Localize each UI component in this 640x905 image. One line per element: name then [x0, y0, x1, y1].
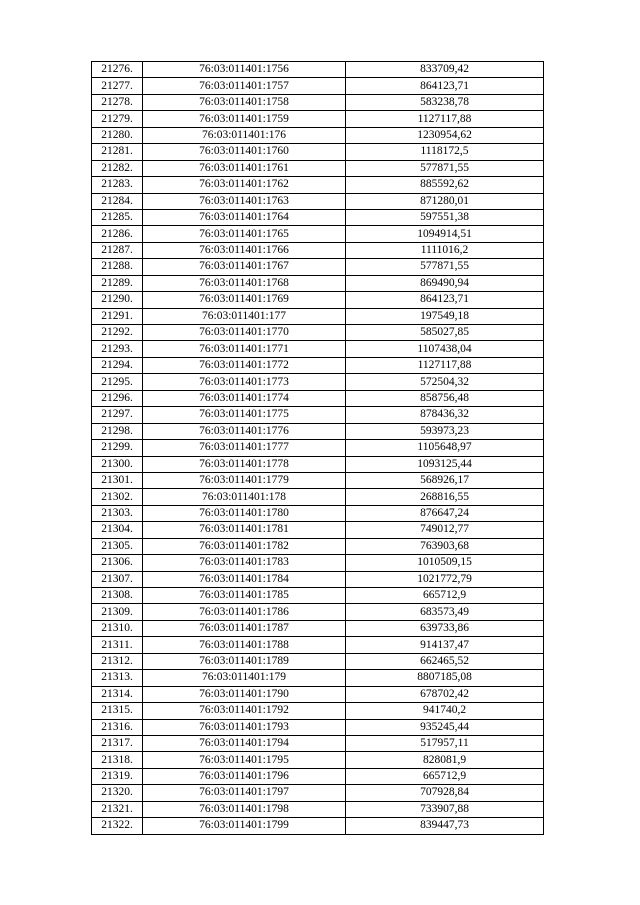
cadastral-number-cell: 76:03:011401:1797: [143, 785, 346, 801]
cadastral-value-cell: 707928,84: [346, 785, 544, 801]
cadastral-value-cell: 828081,9: [346, 752, 544, 768]
row-number-cell: 21289.: [92, 275, 143, 291]
table-row: [92, 259, 544, 275]
table-row: [92, 341, 544, 357]
table-row: [92, 440, 544, 456]
cadastral-value-cell: 833709,42: [346, 62, 544, 78]
row-number-cell: 21297.: [92, 407, 143, 423]
row-number-cell: 21291.: [92, 308, 143, 324]
row-number-cell: 21310.: [92, 620, 143, 636]
cadastral-value-cell: 683573,49: [346, 604, 544, 620]
table-row: [92, 719, 544, 735]
cadastral-value-cell: 869490,94: [346, 275, 544, 291]
cadastral-value-cell: 839447,73: [346, 818, 544, 834]
cadastral-value-cell: 577871,55: [346, 259, 544, 275]
table-row: [92, 209, 544, 225]
cadastral-value-cell: 876647,24: [346, 505, 544, 521]
cadastral-number-cell: 76:03:011401:1793: [143, 719, 346, 735]
table-row: [92, 785, 544, 801]
cadastral-value-cell: 1094914,51: [346, 226, 544, 242]
table-row: [92, 670, 544, 686]
row-number-cell: 21311.: [92, 637, 143, 653]
cadastral-number-cell: 76:03:011401:1765: [143, 226, 346, 242]
row-number-cell: 21278.: [92, 94, 143, 110]
cadastral-number-cell: 76:03:011401:1761: [143, 160, 346, 176]
cadastral-value-cell: 871280,01: [346, 193, 544, 209]
cadastral-number-cell: 76:03:011401:1796: [143, 768, 346, 784]
table-row: [92, 308, 544, 324]
table-row: [92, 637, 544, 653]
cadastral-value-cell: 914137,47: [346, 637, 544, 653]
table-row: [92, 193, 544, 209]
row-number-cell: 21302.: [92, 489, 143, 505]
cadastral-value-cell: 1127117,88: [346, 357, 544, 373]
table-row: [92, 538, 544, 554]
row-number-cell: 21308.: [92, 588, 143, 604]
row-number-cell: 21282.: [92, 160, 143, 176]
cadastral-value-cell: 593973,23: [346, 423, 544, 439]
row-number-cell: 21305.: [92, 538, 143, 554]
cadastral-value-cell: 1021772,79: [346, 571, 544, 587]
row-number-cell: 21313.: [92, 670, 143, 686]
row-number-cell: 21277.: [92, 78, 143, 94]
cadastral-value-cell: 577871,55: [346, 160, 544, 176]
row-number-cell: 21299.: [92, 440, 143, 456]
cadastral-value-cell: 1107438,04: [346, 341, 544, 357]
cadastral-value-cell: 665712,9: [346, 768, 544, 784]
cadastral-number-cell: 76:03:011401:1788: [143, 637, 346, 653]
cadastral-number-cell: 76:03:011401:1769: [143, 292, 346, 308]
cadastral-value-cell: 749012,77: [346, 522, 544, 538]
cadastral-number-cell: 76:03:011401:1799: [143, 818, 346, 834]
table-body: [92, 62, 544, 835]
table-row: [92, 489, 544, 505]
cadastral-number-cell: 76:03:011401:1774: [143, 390, 346, 406]
cadastral-value-cell: 1105648,97: [346, 440, 544, 456]
cadastral-number-cell: 76:03:011401:1768: [143, 275, 346, 291]
row-number-cell: 21301.: [92, 472, 143, 488]
cadastral-value-cell: 763903,68: [346, 538, 544, 554]
cadastral-value-cell: 1127117,88: [346, 111, 544, 127]
cadastral-number-cell: 76:03:011401:1794: [143, 735, 346, 751]
cadastral-value-cell: 597551,38: [346, 209, 544, 225]
row-number-cell: 21290.: [92, 292, 143, 308]
cadastral-value-cell: 878436,32: [346, 407, 544, 423]
table-row: [92, 325, 544, 341]
row-number-cell: 21300.: [92, 456, 143, 472]
cadastral-number-cell: 76:03:011401:1763: [143, 193, 346, 209]
table-row: [92, 752, 544, 768]
table-row: [92, 62, 544, 78]
cadastral-value-cell: 864123,71: [346, 78, 544, 94]
cadastral-value-cell: 585027,85: [346, 325, 544, 341]
cadastral-number-cell: 76:03:011401:1772: [143, 357, 346, 373]
cadastral-number-cell: 76:03:011401:1798: [143, 801, 346, 817]
cadastral-number-cell: 76:03:011401:1785: [143, 588, 346, 604]
cadastral-number-cell: 76:03:011401:1780: [143, 505, 346, 521]
row-number-cell: 21296.: [92, 390, 143, 406]
table-row: [92, 292, 544, 308]
cadastral-number-cell: 76:03:011401:1771: [143, 341, 346, 357]
cadastral-value-cell: 1111016,2: [346, 242, 544, 258]
row-number-cell: 21317.: [92, 735, 143, 751]
cadastral-number-cell: 76:03:011401:1783: [143, 555, 346, 571]
cadastral-number-cell: 76:03:011401:179: [143, 670, 346, 686]
cadastral-number-cell: 76:03:011401:176: [143, 127, 346, 143]
cadastral-value-cell: 935245,44: [346, 719, 544, 735]
table-row: [92, 620, 544, 636]
cadastral-value-cell: 858756,48: [346, 390, 544, 406]
row-number-cell: 21279.: [92, 111, 143, 127]
cadastral-number-cell: 76:03:011401:1756: [143, 62, 346, 78]
cadastral-number-cell: 76:03:011401:1757: [143, 78, 346, 94]
cadastral-number-cell: 76:03:011401:1764: [143, 209, 346, 225]
cadastral-value-cell: 662465,52: [346, 653, 544, 669]
table-row: [92, 226, 544, 242]
table-row: [92, 177, 544, 193]
table-row: [92, 522, 544, 538]
table-row: [92, 818, 544, 834]
cadastral-number-cell: 76:03:011401:177: [143, 308, 346, 324]
cadastral-number-cell: 76:03:011401:1795: [143, 752, 346, 768]
cadastral-number-cell: 76:03:011401:1777: [143, 440, 346, 456]
row-number-cell: 21276.: [92, 62, 143, 78]
cadastral-number-cell: 76:03:011401:1759: [143, 111, 346, 127]
table-row: [92, 423, 544, 439]
row-number-cell: 21285.: [92, 209, 143, 225]
row-number-cell: 21316.: [92, 719, 143, 735]
table-row: [92, 78, 544, 94]
table-row: [92, 160, 544, 176]
cadastral-number-cell: 76:03:011401:1770: [143, 325, 346, 341]
table-row: [92, 357, 544, 373]
row-number-cell: 21314.: [92, 686, 143, 702]
table-row: [92, 111, 544, 127]
cadastral-value-cell: 665712,9: [346, 588, 544, 604]
row-number-cell: 21293.: [92, 341, 143, 357]
cadastral-number-cell: 76:03:011401:1779: [143, 472, 346, 488]
table-row: [92, 604, 544, 620]
table-row: [92, 735, 544, 751]
row-number-cell: 21303.: [92, 505, 143, 521]
cadastral-value-cell: 572504,32: [346, 374, 544, 390]
table-row: [92, 407, 544, 423]
row-number-cell: 21306.: [92, 555, 143, 571]
cadastral-value-cell: 517957,11: [346, 735, 544, 751]
row-number-cell: 21280.: [92, 127, 143, 143]
cadastral-number-cell: 76:03:011401:1775: [143, 407, 346, 423]
table-row: [92, 555, 544, 571]
table-row: [92, 472, 544, 488]
cadastral-number-cell: 76:03:011401:1781: [143, 522, 346, 538]
row-number-cell: 21319.: [92, 768, 143, 784]
table-row: [92, 703, 544, 719]
row-number-cell: 21312.: [92, 653, 143, 669]
cadastral-number-cell: 76:03:011401:1789: [143, 653, 346, 669]
row-number-cell: 21315.: [92, 703, 143, 719]
row-number-cell: 21284.: [92, 193, 143, 209]
cadastral-number-cell: 76:03:011401:1758: [143, 94, 346, 110]
cadastral-value-cell: 583238,78: [346, 94, 544, 110]
cadastral-number-cell: 76:03:011401:1762: [143, 177, 346, 193]
row-number-cell: 21287.: [92, 242, 143, 258]
cadastral-value-cell: 1118172,5: [346, 144, 544, 160]
row-number-cell: 21318.: [92, 752, 143, 768]
row-number-cell: 21298.: [92, 423, 143, 439]
cadastral-value-cell: 885592,62: [346, 177, 544, 193]
row-number-cell: 21309.: [92, 604, 143, 620]
table-row: [92, 127, 544, 143]
table-row: [92, 653, 544, 669]
cadastral-number-cell: 76:03:011401:178: [143, 489, 346, 505]
cadastral-number-cell: 76:03:011401:1773: [143, 374, 346, 390]
table-row: [92, 686, 544, 702]
row-number-cell: 21304.: [92, 522, 143, 538]
table-row: [92, 144, 544, 160]
cadastral-value-cell: 268816,55: [346, 489, 544, 505]
row-number-cell: 21321.: [92, 801, 143, 817]
table-row: [92, 390, 544, 406]
cadastral-value-cell: 1230954,62: [346, 127, 544, 143]
row-number-cell: 21295.: [92, 374, 143, 390]
row-number-cell: 21294.: [92, 357, 143, 373]
cadastral-value-cell: 568926,17: [346, 472, 544, 488]
cadastral-number-cell: 76:03:011401:1766: [143, 242, 346, 258]
cadastral-value-table: [91, 61, 544, 835]
cadastral-value-cell: 1093125,44: [346, 456, 544, 472]
cadastral-number-cell: 76:03:011401:1786: [143, 604, 346, 620]
table-row: [92, 94, 544, 110]
cadastral-value-cell: 639733,86: [346, 620, 544, 636]
cadastral-value-cell: 864123,71: [346, 292, 544, 308]
table-row: [92, 242, 544, 258]
table-row: [92, 768, 544, 784]
table-row: [92, 571, 544, 587]
cadastral-value-cell: 941740,2: [346, 703, 544, 719]
row-number-cell: 21283.: [92, 177, 143, 193]
cadastral-number-cell: 76:03:011401:1792: [143, 703, 346, 719]
cadastral-number-cell: 76:03:011401:1790: [143, 686, 346, 702]
cadastral-number-cell: 76:03:011401:1776: [143, 423, 346, 439]
table-row: [92, 275, 544, 291]
row-number-cell: 21320.: [92, 785, 143, 801]
cadastral-number-cell: 76:03:011401:1760: [143, 144, 346, 160]
cadastral-value-cell: 197549,18: [346, 308, 544, 324]
row-number-cell: 21286.: [92, 226, 143, 242]
table-row: [92, 505, 544, 521]
cadastral-value-cell: 1010509,15: [346, 555, 544, 571]
cadastral-value-cell: 8807185,08: [346, 670, 544, 686]
table-row: [92, 456, 544, 472]
table-row: [92, 588, 544, 604]
row-number-cell: 21292.: [92, 325, 143, 341]
cadastral-number-cell: 76:03:011401:1767: [143, 259, 346, 275]
cadastral-number-cell: 76:03:011401:1782: [143, 538, 346, 554]
table-row: [92, 374, 544, 390]
row-number-cell: 21307.: [92, 571, 143, 587]
row-number-cell: 21322.: [92, 818, 143, 834]
cadastral-number-cell: 76:03:011401:1784: [143, 571, 346, 587]
row-number-cell: 21288.: [92, 259, 143, 275]
cadastral-value-cell: 733907,88: [346, 801, 544, 817]
cadastral-number-cell: 76:03:011401:1787: [143, 620, 346, 636]
row-number-cell: 21281.: [92, 144, 143, 160]
cadastral-value-cell: 678702,42: [346, 686, 544, 702]
table-row: [92, 801, 544, 817]
cadastral-number-cell: 76:03:011401:1778: [143, 456, 346, 472]
